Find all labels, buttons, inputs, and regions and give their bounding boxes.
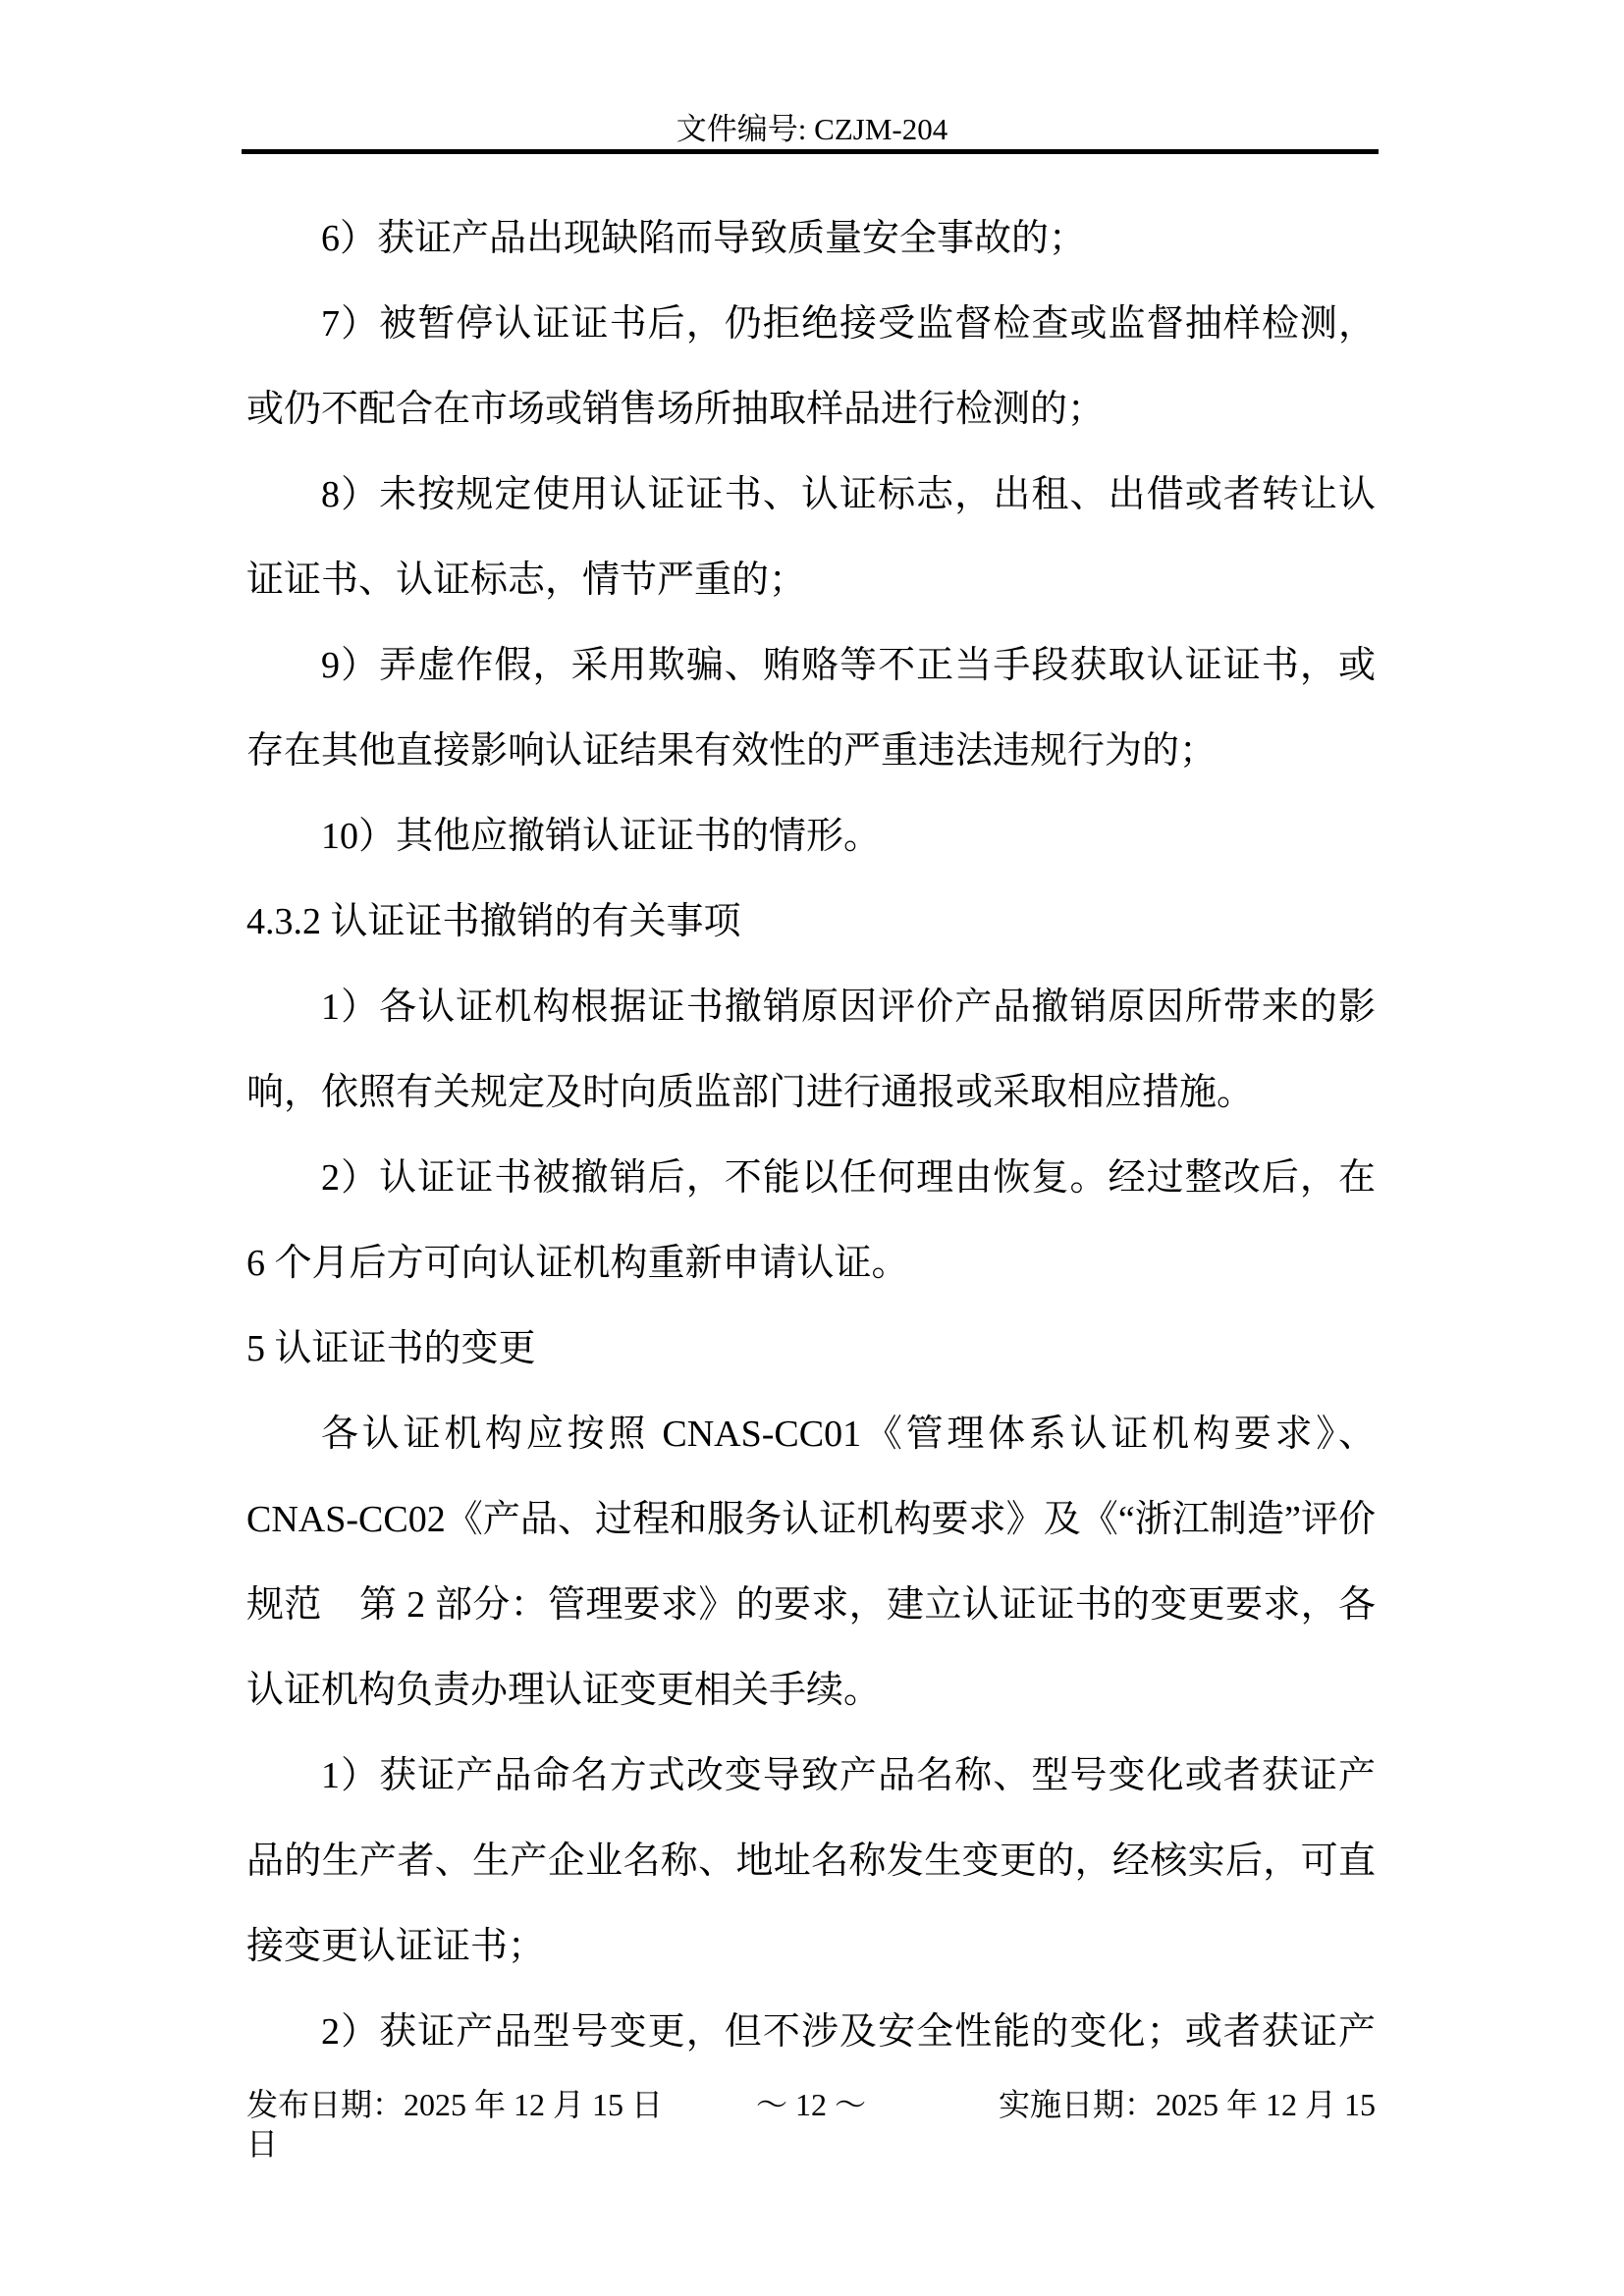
text-line: 5 认证证书的变更 xyxy=(246,1328,536,1369)
text-line: 1）获证产品命名方式改变导致产品名称、型号变化或者获证产 xyxy=(321,1755,1376,1796)
text-line: 2）获证产品型号变更，但不涉及安全性能的变化；或者获证产 xyxy=(321,2011,1376,2053)
text-line: 7）被暂停认证证书后，仍拒绝接受监督检查或监督抽样检测， xyxy=(321,303,1376,345)
text-line: 8）未按规定使用认证证书、认证标志，出租、出借或者转让认 xyxy=(321,474,1376,515)
text-line: 9）弄虚作假，采用欺骗、贿赂等不正当手段获取认证证书，或 xyxy=(321,645,1376,686)
text-line: 1）各认证机构根据证书撤销原因评价产品撤销原因所带来的影 xyxy=(321,987,1376,1028)
text-line: 接变更认证证书； xyxy=(246,1926,546,1967)
text-line: 4.3.2 认证证书撤销的有关事项 xyxy=(246,901,741,942)
text-line: 规范 第 2 部分：管理要求》的要求，建立认证证书的变更要求，各 xyxy=(246,1584,1376,1626)
text-line: 6）获证产品出现缺陷而导致质量安全事故的； xyxy=(321,218,1087,259)
text-line: 6 个月后方可向认证机构重新申请认证。 xyxy=(246,1243,909,1284)
text-line: 2）认证证书被撤销后，不能以任何理由恢复。经过整改后，在 xyxy=(321,1157,1376,1199)
text-line: 品的生产者、生产企业名称、地址名称发生变更的，经核实后，可直 xyxy=(246,1841,1376,1882)
footer-row xyxy=(246,2085,1376,2124)
text-line: CNAS-CC02《产品、过程和服务认证机构要求》及《“浙江制造”评价 xyxy=(246,1499,1376,1540)
text-line: 响，依照有关规定及时向质监部门进行通报或采取相应措施。 xyxy=(246,1072,1255,1113)
page-number: ～ 12 ～ xyxy=(755,2087,867,2122)
text-line: 证证书、认证标志，情节严重的； xyxy=(246,560,807,601)
implementation-date-wrap: 日 xyxy=(246,2126,279,2162)
document-body xyxy=(246,196,1376,2075)
document-number: 文件编号: CZJM-204 xyxy=(676,112,948,146)
text-line: 存在其他直接影响认证结果有效性的严重违法违规行为的； xyxy=(246,730,1218,772)
text-line: 或仍不配合在市场或销售场所抽取样品进行检测的； xyxy=(246,389,1106,430)
implementation-date: 实施日期：2025 年 12 月 15 xyxy=(998,2087,1376,2122)
text-line: 各认证机构应按照 CNAS-CC01《管理体系认证机构要求》、 xyxy=(321,1414,1376,1455)
text-line: 认证机构负责办理认证变更相关手续。 xyxy=(246,1670,882,1711)
text-line: 10）其他应撤销认证证书的情形。 xyxy=(321,816,882,857)
release-date: 发布日期：2025 年 12 月 15 日 xyxy=(246,2087,664,2122)
page-footer xyxy=(246,2085,1376,2163)
header-rule xyxy=(242,149,1379,154)
